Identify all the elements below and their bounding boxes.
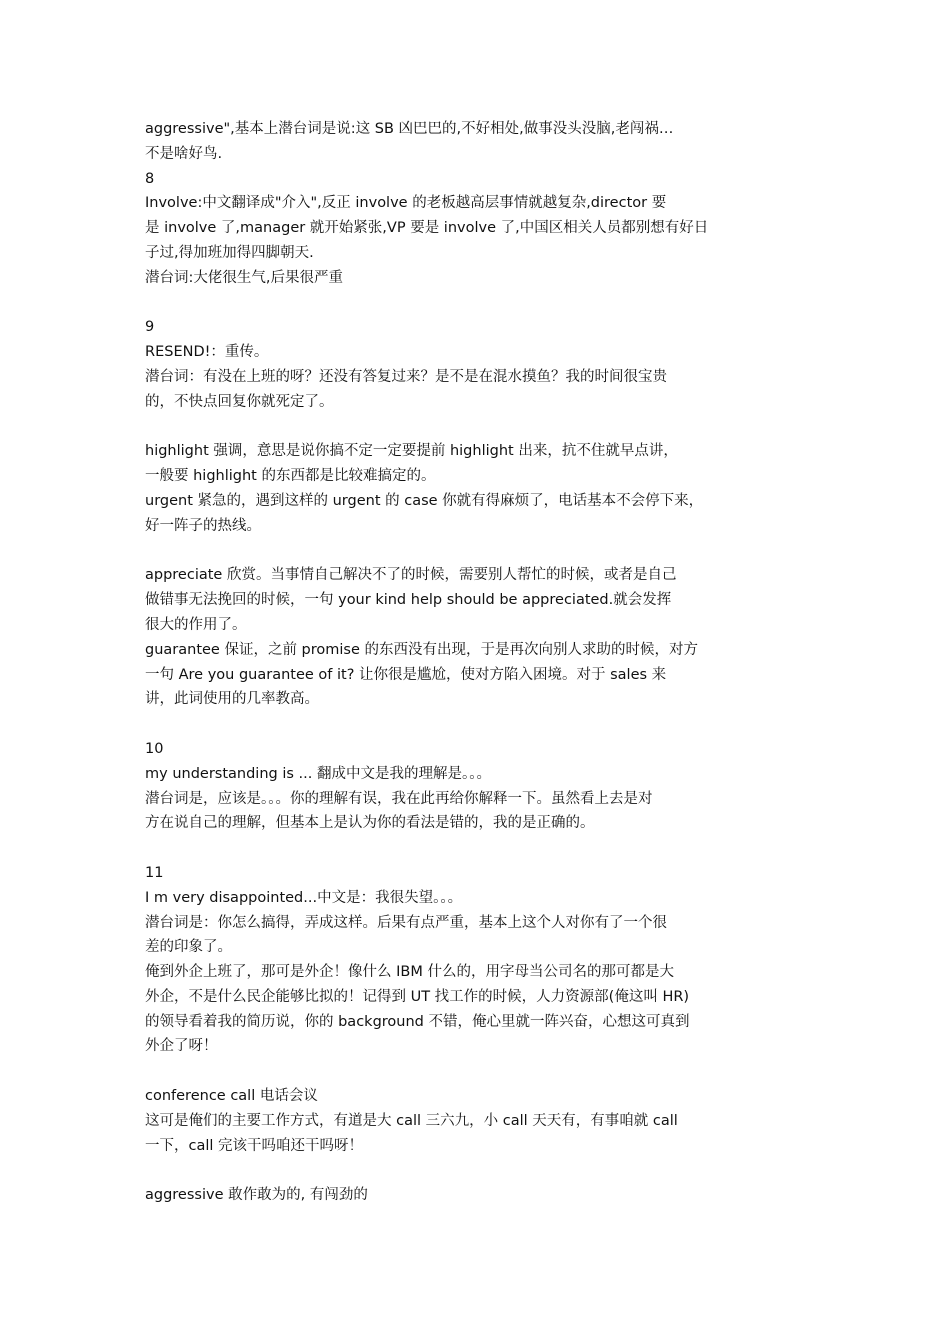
text-line: 8 [145,170,155,187]
blank-line [145,415,770,440]
text-line: 讲，此词使用的几率教高。 [145,691,319,708]
text-line: 这可是俺们的主要工作方式，有道是大 call 三六九，小 call 天天有，有事咱就 call [145,1112,678,1129]
blank-line [145,712,770,737]
text-line: aggressive",基本上潜台词是说:这 SB 凶巴巴的,不好相处,做事没头没脑,老闯祸… [145,121,674,137]
text-line: 做错事无法挽回的时候，一句 your kind help should be appreciated.就会发挥 [145,592,672,609]
text-line: 一般要 highlight 的东西都是比较难搞定的。 [145,468,436,485]
document-body [145,117,770,1208]
text-line: 10 [145,740,164,757]
blank-line [145,1059,770,1084]
text-line: 是 involve 了,manager 就开始紧张,VP 要是 involve 了,中国区相关人员都别想有好日 [145,220,709,237]
blank-line [145,539,770,564]
text-line: 差的印象了。 [145,939,232,956]
text-line: 好一阵子的热线。 [145,517,261,534]
text-line: 子过,得加班加得四脚朝天. [145,244,314,261]
text-line: 俺到外企上班了，那可是外企！像什么 IBM 什么的，用字母当公司名的那可都是大 [145,964,674,981]
text-line: 潜台词：有没在上班的呀？还没有答复过来？是不是在混水摸鱼？我的时间很宝贵 [145,368,667,385]
text-line: 一下，call 完该干吗咱还干吗呀！ [145,1137,364,1154]
text-line: my understanding is ... 翻成中文是我的理解是。。。 [145,765,491,782]
blank-line [145,1158,770,1183]
text-line: conference call 电话会议 [145,1088,318,1105]
text-line: 潜台词是，应该是。。。你的理解有误，我在此再给你解释一下。虽然看上去是对 [145,790,653,807]
text-line: 9 [145,319,155,336]
text-line: 11 [145,864,164,881]
text-line: 很大的作用了。 [145,616,247,633]
text-line: RESEND!：重传。 [145,344,269,361]
text-line: 外企，不是什么民企能够比拟的！记得到 UT 找工作的时候，人力资源部(俺这叫 HR) [145,988,690,1005]
text-line: 潜台词是：你怎么搞得，弄成这样。后果有点严重，基本上这个人对你有了一个很 [145,914,667,931]
blank-line [145,291,770,316]
text-line: 的，不快点回复你就死定了。 [145,393,334,410]
text-line: 方在说自己的理解，但基本上是认为你的看法是错的，我的是正确的。 [145,815,595,832]
text-line: 的领导看着我的简历说，你的 background 不错，俺心里就一阵兴奋，心想这可真到 [145,1013,690,1030]
text-line: guarantee 保证，之前 promise 的东西没有出现，于是再次向别人求助的时候，对方 [145,641,699,658]
text-line: 一句 Are you guarantee of it? 让你很是尴尬，使对方陷入困境。对于 sales 来 [145,666,667,683]
blank-line [145,836,770,861]
text-line: 不是啥好鸟. [145,145,223,162]
text-line: Involve:中文翻译成"介入",反正 involve 的老板越高层事情就越复杂,director 要 [145,195,667,212]
text-line: 外企了呀！ [145,1038,218,1055]
text-line: 潜台词:大佬很生气,后果很严重 [145,269,343,286]
text-line: highlight 强调，意思是说你搞不定一定要提前 highlight 出来，抗不住就早点讲， [145,443,678,460]
text-line: urgent 紧急的，遇到这样的 urgent 的 case 你就有得麻烦了，电话基本不会停下来， [145,492,704,509]
text-line: aggressive 敢作敢为的, 有闯劲的 [145,1187,368,1204]
text-line: I m very disappointed...中文是：我很失望。。。 [145,889,463,906]
text-line: appreciate 欣赏。当事情自己解决不了的时候，需要别人帮忙的时候，或者是自己 [145,567,677,584]
